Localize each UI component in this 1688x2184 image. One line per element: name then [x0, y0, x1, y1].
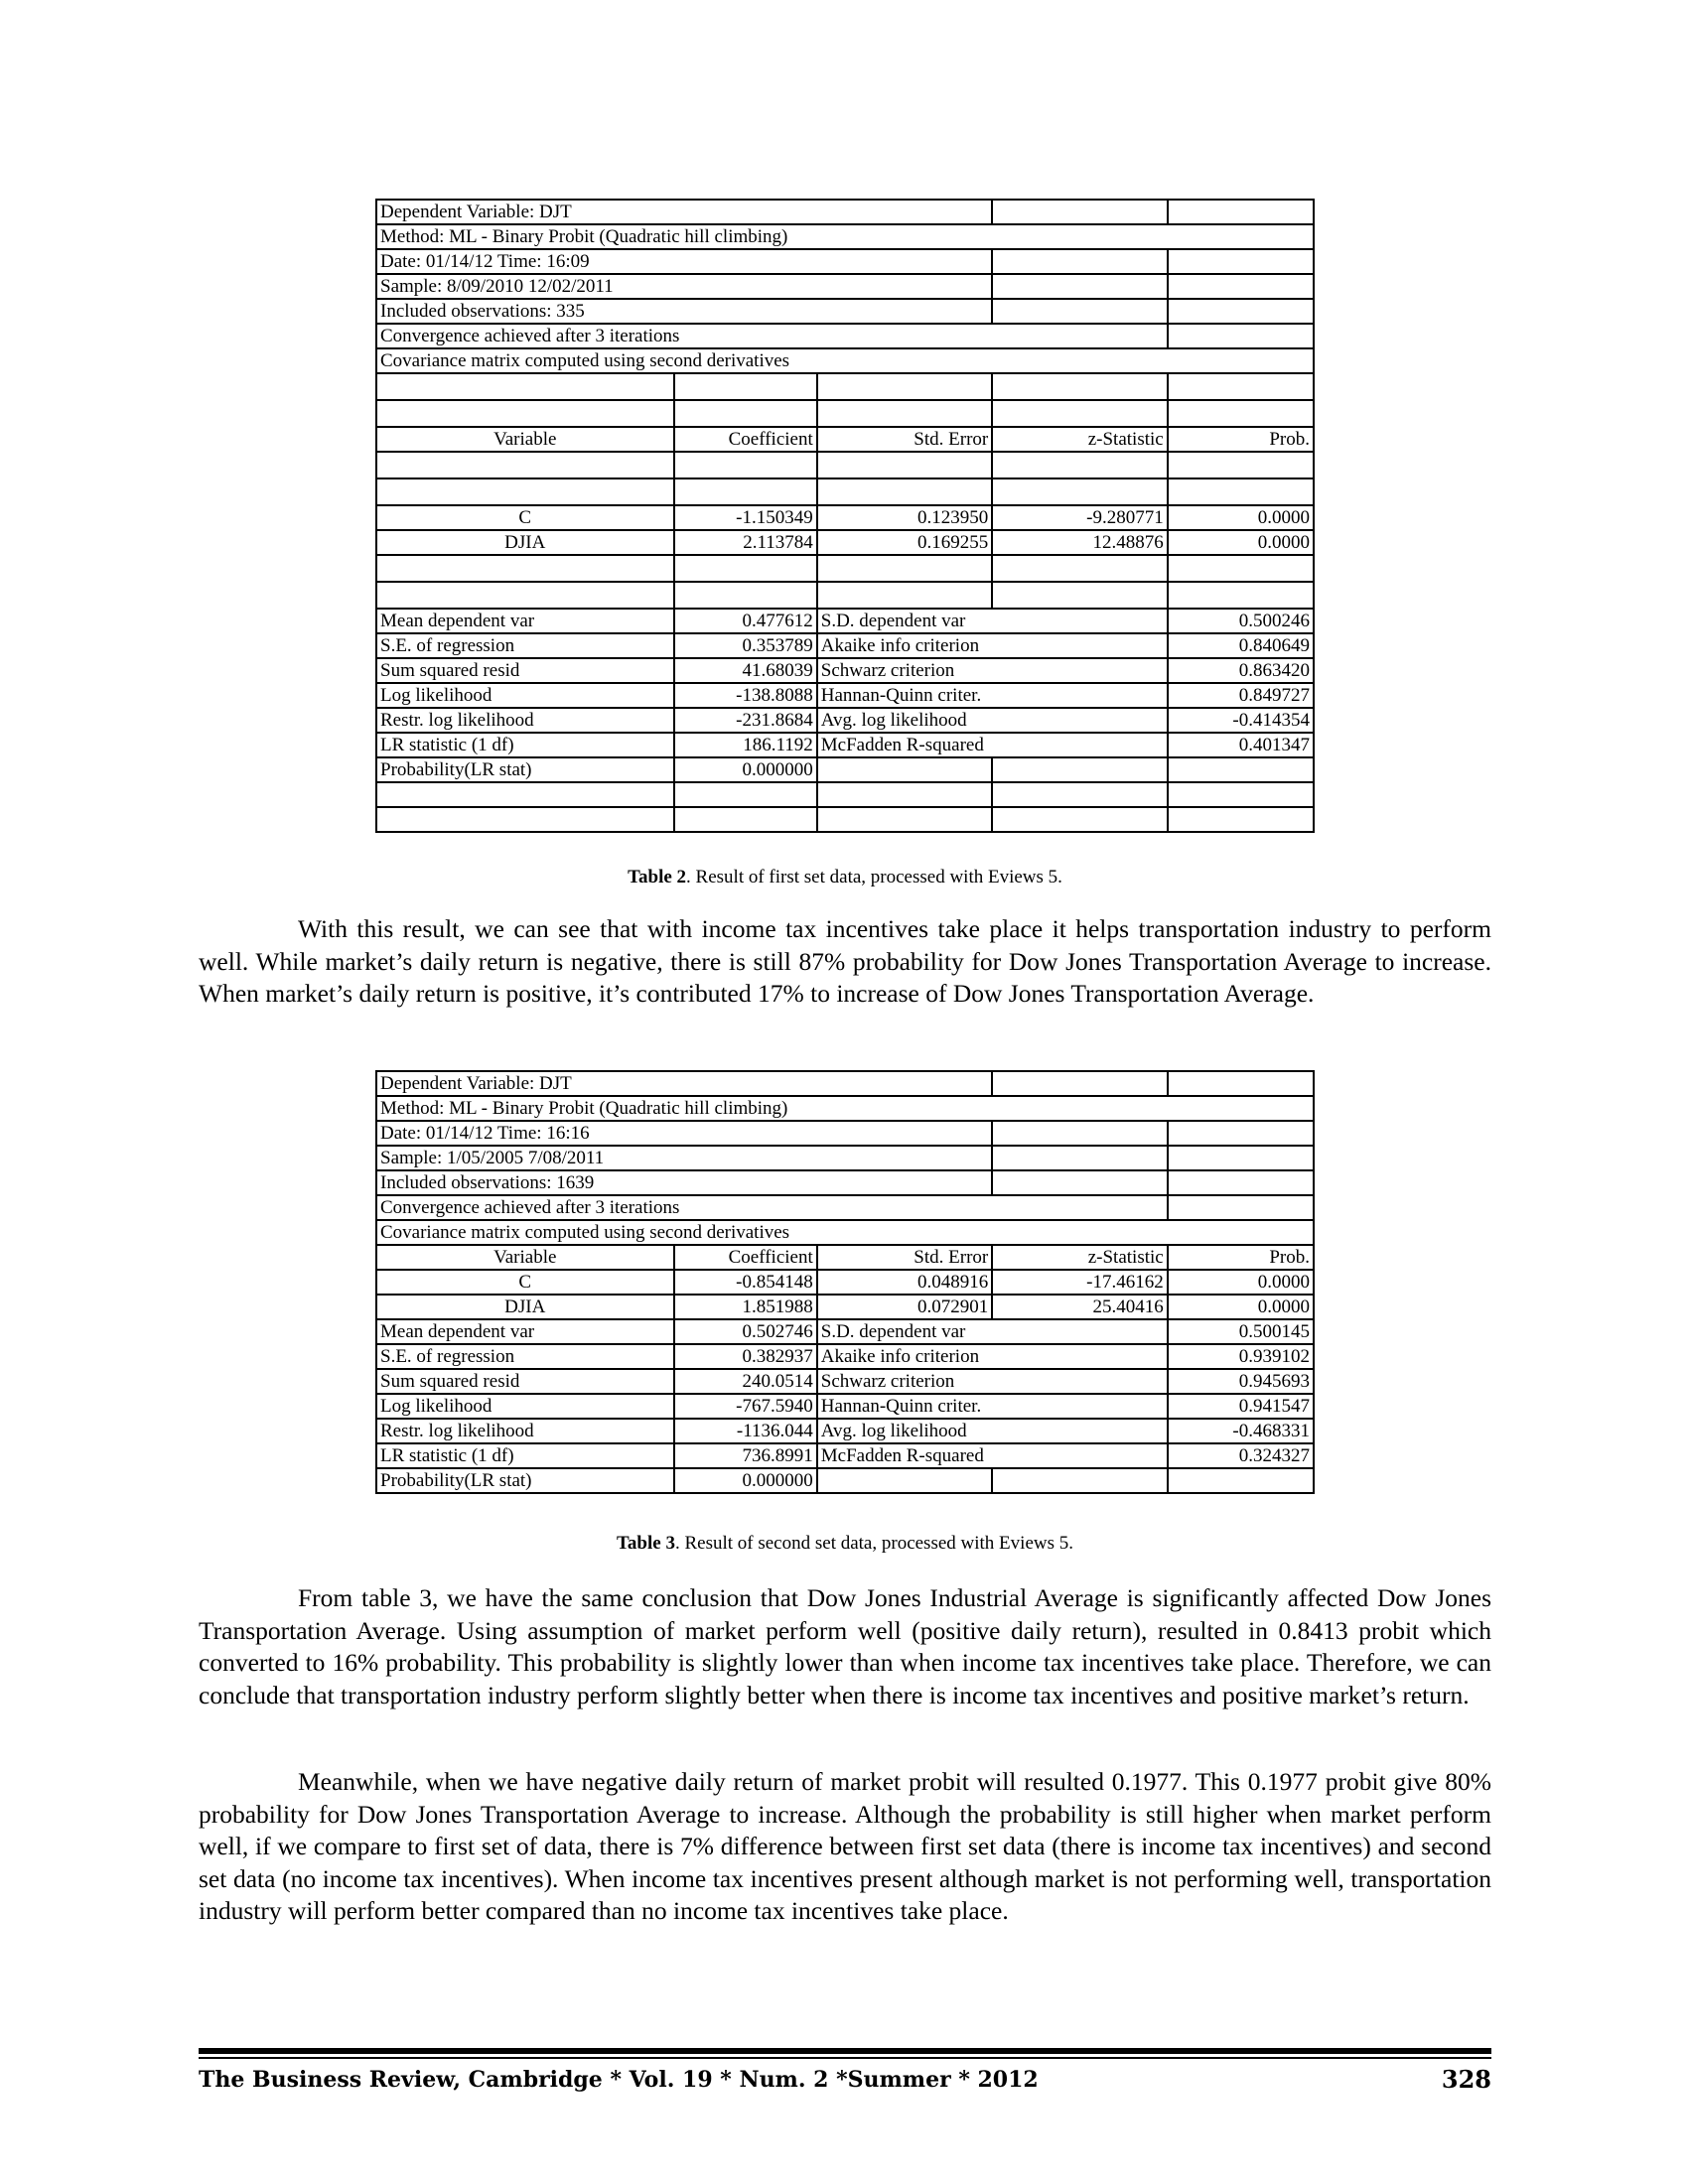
value-cell: -17.46162 [992, 1270, 1167, 1295]
value-cell: -1.150349 [674, 505, 817, 530]
value-cell: 0.169255 [817, 530, 992, 555]
stat-value: -767.5940 [674, 1394, 817, 1419]
table-header-row [376, 324, 1314, 348]
table-header-row [376, 1220, 1314, 1245]
table-header-row [376, 1096, 1314, 1121]
table-header-row [376, 299, 1314, 324]
table-header-row [376, 224, 1314, 249]
stat-value: -1136.044 [674, 1419, 817, 1443]
column-header: Variable [376, 427, 674, 452]
table-header-row [376, 348, 1314, 373]
stat-value: 0.941547 [1168, 1394, 1314, 1419]
stat-value: 0.840649 [1168, 633, 1314, 658]
value-cell: -0.854148 [674, 1270, 817, 1295]
table-header-row [376, 1121, 1314, 1146]
stat-value: 0.500246 [1168, 609, 1314, 633]
stat-value: -138.8088 [674, 683, 817, 708]
stat-value: -0.414354 [1168, 708, 1314, 733]
value-cell: 0.048916 [817, 1270, 992, 1295]
spacer-row [376, 807, 1314, 832]
table-row [376, 505, 1314, 530]
stat-value: -231.8684 [674, 708, 817, 733]
stats-row [376, 1443, 1314, 1468]
body-paragraph: Meanwhile, when we have negative daily return of market probit will resulted 0.1977. This 0.1977 probit give 80% probability for Dow Jones Transportation Average to increase. Although the probability is still higher when market perform well, if we compare to first set of data, there is 7% difference between first set data (there is income tax incentives) and second set data (no income tax incentives). When income tax incentives present although market is not performing well, transportation industry will perform better compared than no income tax incentives take place. [199, 1767, 1491, 1925]
stat-label: Restr. log likelihood [376, 708, 674, 733]
stat-label: Avg. log likelihood [817, 708, 1168, 733]
stat-value: 186.1192 [674, 733, 817, 757]
header-cell: Dependent Variable: DJT [376, 1071, 992, 1096]
stat-label: Schwarz criterion [817, 658, 1168, 683]
value-cell: 0.0000 [1168, 505, 1314, 530]
stats-row [376, 683, 1314, 708]
column-header: Prob. [1168, 1245, 1314, 1270]
header-cell: Convergence achieved after 3 iterations [376, 1195, 1168, 1220]
column-header: Variable [376, 1245, 674, 1270]
table-2-caption [375, 867, 1315, 888]
caption-label: Table 2 [628, 867, 687, 887]
stats-row [376, 733, 1314, 757]
value-cell: 0.0000 [1168, 1295, 1314, 1319]
value-cell: 0.123950 [817, 505, 992, 530]
body-paragraph: From table 3, we have the same conclusion that Dow Jones Industrial Average is significantly affected Dow Jones Transportation Average. Using assumption of market perform well (positive daily return), resulted in 0.8413 probit which converted to 16% probability. This probability is slightly lower than when income tax incentives take place. Therefore, we can conclude that transportation industry perform slightly better when there is income tax incentives and positive market’s return. [199, 1583, 1491, 1709]
spacer-row [376, 373, 1314, 400]
stat-label: Sum squared resid [376, 1369, 674, 1394]
column-header: Std. Error [817, 1245, 992, 1270]
column-header-row [376, 427, 1314, 452]
stat-label: S.E. of regression [376, 633, 674, 658]
stat-label: Akaike info criterion [817, 1344, 1168, 1369]
header-cell: Covariance matrix computed using second derivatives [376, 1220, 1314, 1245]
column-header-row [376, 1245, 1314, 1270]
stat-label: S.D. dependent var [817, 609, 1168, 633]
header-cell: Date: 01/14/12 Time: 16:09 [376, 249, 992, 274]
header-cell: Date: 01/14/12 Time: 16:16 [376, 1121, 992, 1146]
stat-label: Probability(LR stat) [376, 757, 674, 782]
stats-row [376, 658, 1314, 683]
variable-cell: DJIA [376, 1295, 674, 1319]
stat-value: 0.939102 [1168, 1344, 1314, 1369]
spacer-row [376, 400, 1314, 427]
table-row [376, 1270, 1314, 1295]
stat-label: Avg. log likelihood [817, 1419, 1168, 1443]
footer-rule [199, 2048, 1491, 2054]
stats-row [376, 1419, 1314, 1443]
stat-label: Probability(LR stat) [376, 1468, 674, 1493]
stats-row [376, 1344, 1314, 1369]
stats-row [376, 1319, 1314, 1344]
stat-label: Log likelihood [376, 683, 674, 708]
column-header: z-Statistic [992, 1245, 1167, 1270]
table-row [376, 530, 1314, 555]
caption-text: . Result of second set data, processed with Eviews 5. [674, 1533, 1073, 1554]
value-cell: 12.48876 [992, 530, 1167, 555]
caption-text: . Result of first set data, processed with Eviews 5. [686, 867, 1062, 887]
stat-value: 0.477612 [674, 609, 817, 633]
column-header: Prob. [1168, 427, 1314, 452]
table-3 [375, 1070, 1315, 1494]
page-number: 328 [1441, 2065, 1491, 2094]
stat-value: 0.849727 [1168, 683, 1314, 708]
column-header: Coefficient [674, 1245, 817, 1270]
stat-value: -0.468331 [1168, 1419, 1314, 1443]
stat-value: 0.000000 [674, 757, 817, 782]
stat-label: Mean dependent var [376, 609, 674, 633]
stat-value: 0.945693 [1168, 1369, 1314, 1394]
header-cell: Covariance matrix computed using second derivatives [376, 348, 1314, 373]
stat-label: Sum squared resid [376, 658, 674, 683]
stats-row [376, 1394, 1314, 1419]
header-cell: Dependent Variable: DJT [376, 200, 992, 224]
stat-value: 0.000000 [674, 1468, 817, 1493]
table-2 [375, 199, 1315, 833]
value-cell: -9.280771 [992, 505, 1167, 530]
value-cell: 1.851988 [674, 1295, 817, 1319]
variable-cell: C [376, 1270, 674, 1295]
table-header-row [376, 200, 1314, 224]
header-cell: Method: ML - Binary Probit (Quadratic hill climbing) [376, 1096, 1314, 1121]
stat-value: 41.68039 [674, 658, 817, 683]
stat-value: 0.500145 [1168, 1319, 1314, 1344]
table-header-row [376, 249, 1314, 274]
value-cell: 0.0000 [1168, 1270, 1314, 1295]
spacer-row [376, 582, 1314, 609]
table-3-caption [375, 1533, 1315, 1555]
column-header: Std. Error [817, 427, 992, 452]
stats-row [376, 1468, 1314, 1493]
table-header-row [376, 274, 1314, 299]
stat-value: 736.8991 [674, 1443, 817, 1468]
stat-label: Log likelihood [376, 1394, 674, 1419]
stat-label: Restr. log likelihood [376, 1419, 674, 1443]
table-header-row [376, 1170, 1314, 1195]
table-header-row [376, 1146, 1314, 1170]
stat-label: Mean dependent var [376, 1319, 674, 1344]
table-header-row [376, 1071, 1314, 1096]
value-cell: 0.0000 [1168, 530, 1314, 555]
spacer-row [376, 452, 1314, 478]
stat-value: 0.353789 [674, 633, 817, 658]
stat-label: LR statistic (1 df) [376, 733, 674, 757]
stat-value: 0.382937 [674, 1344, 817, 1369]
spacer-row [376, 782, 1314, 807]
table-row [376, 1295, 1314, 1319]
spacer-row [376, 555, 1314, 582]
stat-value: 0.502746 [674, 1319, 817, 1344]
stats-row [376, 1369, 1314, 1394]
table-header-row [376, 1195, 1314, 1220]
stats-row [376, 633, 1314, 658]
column-header: Coefficient [674, 427, 817, 452]
stat-label: S.D. dependent var [817, 1319, 1168, 1344]
header-cell: Method: ML - Binary Probit (Quadratic hill climbing) [376, 224, 1314, 249]
stat-label: Akaike info criterion [817, 633, 1168, 658]
variable-cell: DJIA [376, 530, 674, 555]
caption-label: Table 3 [617, 1533, 675, 1554]
stat-label: McFadden R-squared [817, 1443, 1168, 1468]
header-cell: Sample: 1/05/2005 7/08/2011 [376, 1146, 992, 1170]
value-cell: 25.40416 [992, 1295, 1167, 1319]
variable-cell: C [376, 505, 674, 530]
stats-row [376, 757, 1314, 782]
header-cell: Included observations: 1639 [376, 1170, 992, 1195]
stats-row [376, 609, 1314, 633]
stat-label: Hannan-Quinn criter. [817, 683, 1168, 708]
body-paragraph: With this result, we can see that with income tax incentives take place it helps transportation industry to perform well. While market’s daily return is negative, there is still 87% probability for Dow Jones Transportation Average to increase. When market’s daily return is positive, it’s contributed 17% to increase of Dow Jones Transportation Average. [199, 914, 1491, 1008]
column-header: z-Statistic [992, 427, 1167, 452]
value-cell: 2.113784 [674, 530, 817, 555]
stat-label: S.E. of regression [376, 1344, 674, 1369]
journal-footer: The Business Review, Cambridge * Vol. 19 * Num. 2 *Summer * 2012 [199, 2067, 1039, 2093]
stat-label: Schwarz criterion [817, 1369, 1168, 1394]
stat-value: 0.401347 [1168, 733, 1314, 757]
stat-label: McFadden R-squared [817, 733, 1168, 757]
stat-value: 0.863420 [1168, 658, 1314, 683]
value-cell: 0.072901 [817, 1295, 992, 1319]
header-cell: Sample: 8/09/2010 12/02/2011 [376, 274, 992, 299]
stat-value: 0.324327 [1168, 1443, 1314, 1468]
stat-label: LR statistic (1 df) [376, 1443, 674, 1468]
spacer-row [376, 478, 1314, 505]
header-cell: Convergence achieved after 3 iterations [376, 324, 1168, 348]
stat-value: 240.0514 [674, 1369, 817, 1394]
header-cell: Included observations: 335 [376, 299, 992, 324]
footer-rule [199, 2057, 1491, 2059]
stats-row [376, 708, 1314, 733]
stat-label: Hannan-Quinn criter. [817, 1394, 1168, 1419]
